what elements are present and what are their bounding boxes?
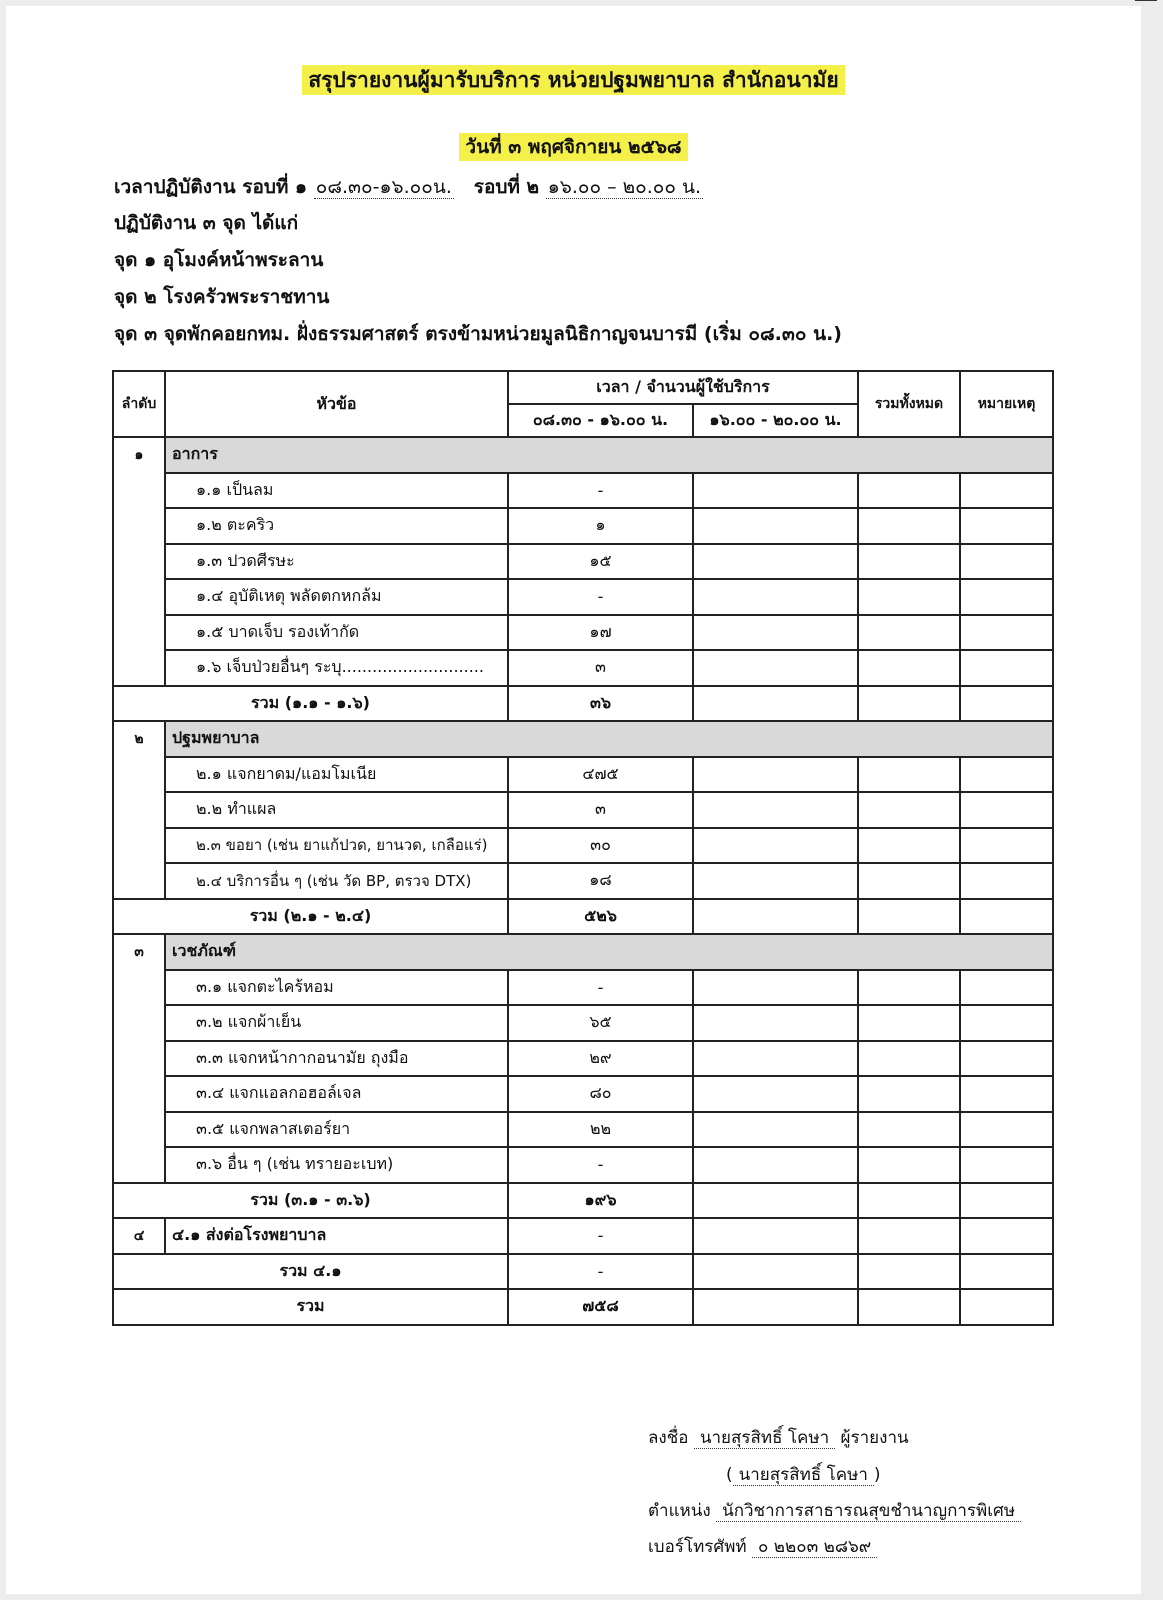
subtotal-value-slot1: ๕๒๖ <box>508 899 693 935</box>
item-label: ๑.๔ อุบัติเหตุ พลัดตกหกล้ม <box>165 579 508 615</box>
header-topic: หัวข้อ <box>165 371 508 437</box>
position-line: ตำแหน่ง นักวิชาการสาธารณสุขชำนาญการพิเศษ <box>648 1497 1021 1524</box>
table-row <box>113 1041 1053 1077</box>
item-value-slot1: ๓๐ <box>508 828 693 864</box>
section-row <box>113 721 1053 757</box>
section-number: ๒ <box>113 721 165 899</box>
subtotal-label: รวม ๔.๑ <box>113 1254 508 1290</box>
points-intro: ปฏิบัติงาน ๓ จุด ได้แก่ <box>114 212 299 234</box>
header-slot-1: ๐๘.๓๐ - ๑๖.๐๐ น. <box>508 404 693 437</box>
section-row <box>113 934 1053 970</box>
scan-edge-mark <box>1135 0 1157 1</box>
header-total: รวมทั้งหมด <box>858 371 960 437</box>
item-label: ๑.๖ เจ็บป่วยอื่นๆ ระบุ............................ <box>165 650 508 686</box>
document-page <box>6 6 1141 1594</box>
item-value-slot1: ๔๗๕ <box>508 757 693 793</box>
table-row <box>113 970 1053 1006</box>
grand-total-row <box>113 1289 1053 1325</box>
item-value-slot1: ๑ <box>508 508 693 544</box>
subtotal-value-slot1: ๑๙๖ <box>508 1183 693 1219</box>
point-1: จุด ๑ อุโมงค์หน้าพระลาน <box>114 249 324 271</box>
phone-value: ๐ ๒๒๐๓ ๒๘๖๙ <box>752 1537 877 1558</box>
table-row <box>113 792 1053 828</box>
section-number: ๓ <box>113 934 165 1183</box>
section-row <box>113 437 1053 473</box>
subtotal-label: รวม (๓.๑ - ๓.๖) <box>113 1183 508 1219</box>
item-label: ๒.๓ ขอยา (เช่น ยาแก้ปวด, ยานวด, เกลือแร่) <box>165 828 508 864</box>
item-label: ๒.๒ ทำแผล <box>165 792 508 828</box>
item-value-slot1: ๖๕ <box>508 1005 693 1041</box>
printed-name-line: ( นายสุรสิทธิ์ โคษา ) <box>726 1465 881 1485</box>
header-no: ลำดับ <box>113 371 165 437</box>
table-row <box>113 544 1053 580</box>
item-value-slot1: ๘๐ <box>508 1076 693 1112</box>
section-title: ๔.๑ ส่งต่อโรงพยาบาล <box>165 1218 508 1254</box>
subtotal-row <box>113 899 1053 935</box>
item-value-slot1: - <box>508 970 693 1006</box>
point-2: จุด ๒ โรงครัวพระราชทาน <box>114 286 330 308</box>
table-row <box>113 1147 1053 1183</box>
header-note: หมายเหตุ <box>960 371 1053 437</box>
table-row <box>113 1076 1053 1112</box>
item-value-slot1: ๑๕ <box>508 544 693 580</box>
item-value-slot1: ๓ <box>508 792 693 828</box>
header-time-group: เวลา / จำนวนผู้ใช้บริการ <box>508 371 858 404</box>
item-value-slot1: - <box>508 579 693 615</box>
table-row <box>113 615 1053 651</box>
signature-line: ลงชื่อ นายสุรสิทธิ์ โคษา ผู้รายงาน <box>648 1428 909 1448</box>
table-row <box>113 863 1053 899</box>
item-label: ๑.๓ ปวดศีรษะ <box>165 544 508 580</box>
report-table <box>112 370 1054 1326</box>
item-value-slot1: - <box>508 1218 693 1254</box>
subtotal-row <box>113 686 1053 722</box>
item-value-slot1: ๑๗ <box>508 615 693 651</box>
subtotal-value-slot1: ๓๖ <box>508 686 693 722</box>
document-title: สรุปรายงานผู้มารับบริการ หน่วยปฐมพยาบาล สำนักอนามัย <box>6 64 1141 97</box>
table-row <box>113 473 1053 509</box>
item-label: ๒.๑ แจกยาดม/แอมโมเนีย <box>165 757 508 793</box>
item-label: ๑.๑ เป็นลม <box>165 473 508 509</box>
round1-time: ๐๘.๓๐-๑๖.๐๐น. <box>315 176 452 198</box>
signature-name: นายสุรสิทธิ์ โคษา <box>694 1428 835 1449</box>
table-row <box>113 757 1053 793</box>
item-value-slot1: - <box>508 1147 693 1183</box>
subtotal-label: รวม (๑.๑ - ๑.๖) <box>113 686 508 722</box>
item-label: ๓.๒ แจกผ้าเย็น <box>165 1005 508 1041</box>
table-row <box>113 828 1053 864</box>
work-time-line: เวลาปฏิบัติงาน รอบที่ ๑ ๐๘.๓๐-๑๖.๐๐น. รอบที่ ๒ ๑๖.๐๐ – ๒๐.๐๐ น. <box>114 176 702 198</box>
section-number: ๔ <box>113 1218 165 1254</box>
table-header-row <box>113 371 1053 404</box>
item-label: ๑.๒ ตะคริว <box>165 508 508 544</box>
table-row <box>113 1005 1053 1041</box>
printed-name: นายสุรสิทธิ์ โคษา <box>733 1465 874 1486</box>
table-row <box>113 650 1053 686</box>
table-row <box>113 579 1053 615</box>
item-label: ๓.๖ อื่น ๆ (เช่น ทรายอะเบท) <box>165 1147 508 1183</box>
item-value-slot1: ๒๙ <box>508 1041 693 1077</box>
section-title: เวชภัณฑ์ <box>165 934 1053 970</box>
item-value-slot1: ๓ <box>508 650 693 686</box>
item-value-slot1: ๑๘ <box>508 863 693 899</box>
subtotal-row <box>113 1183 1053 1219</box>
item-value-slot1: ๒๒ <box>508 1112 693 1148</box>
table-row <box>113 508 1053 544</box>
subtotal-label: รวม (๒.๑ - ๒.๔) <box>113 899 508 935</box>
item-label: ๓.๓ แจกหน้ากากอนามัย ถุงมือ <box>165 1041 508 1077</box>
grand-total-value-slot1: ๗๕๘ <box>508 1289 693 1325</box>
phone-line: เบอร์โทรศัพท์ ๐ ๒๒๐๓ ๒๘๖๙ <box>648 1533 877 1560</box>
header-slot-2: ๑๖.๐๐ - ๒๐.๐๐ น. <box>693 404 858 437</box>
table-row <box>113 1112 1053 1148</box>
item-label: ๓.๕ แจกพลาสเตอร์ยา <box>165 1112 508 1148</box>
point-3: จุด ๓ จุดพักคอยกทม. ฝั่งธรรมศาสตร์ ตรงข้ามหน่วยมูลนิธิกาญจนบารมี (เริ่ม ๐๘.๓๐ น.) <box>114 323 842 345</box>
section-row <box>113 1218 1053 1254</box>
section-title: อาการ <box>165 437 1053 473</box>
section-title: ปฐมพยาบาล <box>165 721 1053 757</box>
item-value-slot1: - <box>508 473 693 509</box>
item-label: ๑.๕ บาดเจ็บ รองเท้ากัด <box>165 615 508 651</box>
grand-total-label: รวม <box>113 1289 508 1325</box>
item-label: ๒.๔ บริการอื่น ๆ (เช่น วัด BP, ตรวจ DTX) <box>165 863 508 899</box>
report-date: วันที่ ๓ พฤศจิกายน ๒๕๖๘ <box>6 132 1141 162</box>
item-label: ๓.๔ แจกแอลกอฮอล์เจล <box>165 1076 508 1112</box>
position-value: นักวิชาการสาธารณสุขชำนาญการพิเศษ <box>716 1501 1021 1522</box>
section-number: ๑ <box>113 437 165 686</box>
item-label: ๓.๑ แจกตะไคร้หอม <box>165 970 508 1006</box>
round2-time: ๑๖.๐๐ – ๒๐.๐๐ น. <box>547 176 702 198</box>
subtotal-row <box>113 1254 1053 1290</box>
subtotal-value-slot1: - <box>508 1254 693 1290</box>
